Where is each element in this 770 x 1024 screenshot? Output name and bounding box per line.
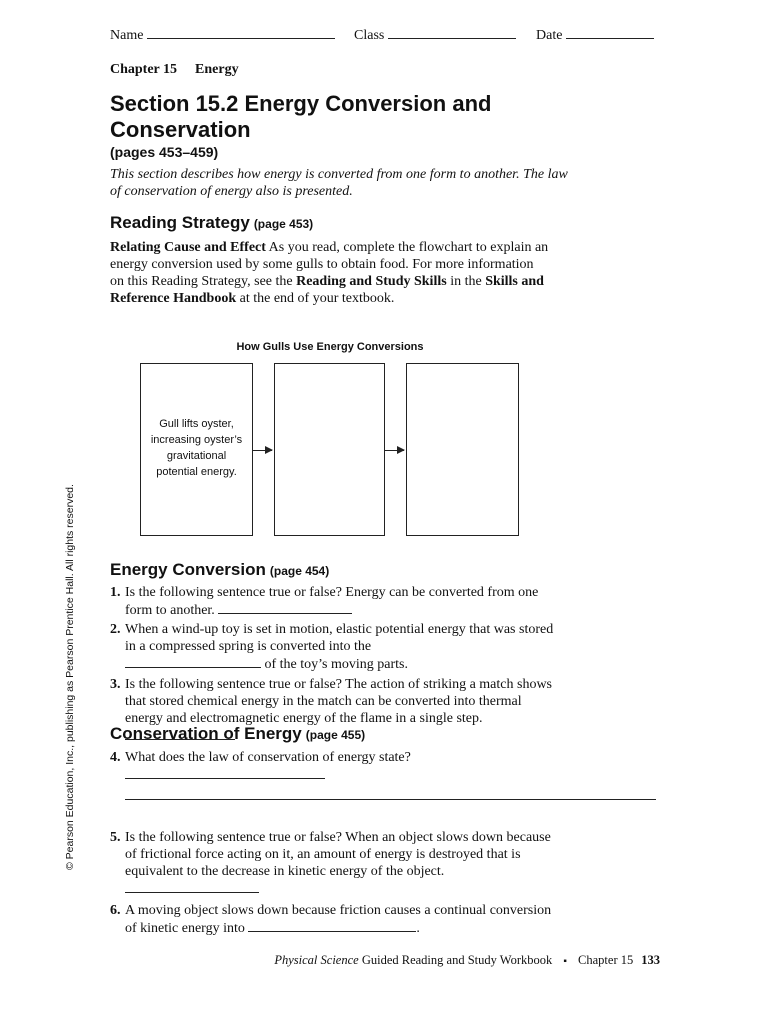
answer-line[interactable] xyxy=(125,784,656,800)
answer-blank[interactable] xyxy=(248,919,416,932)
question-3: 3. Is the following sentence true or false? The action of striking a match shows that stored chemical energy in the match can be converted into thermal energy and electromagnetic energy of the flame in a single step. xyxy=(110,676,560,744)
date-field: Date xyxy=(536,28,654,44)
page-footer: Physical Science Guided Reading and Study Workbook ▪ Chapter 15 133 xyxy=(274,953,660,967)
class-blank[interactable] xyxy=(388,38,516,39)
name-blank[interactable] xyxy=(147,38,335,39)
arrow-right-icon xyxy=(385,450,404,451)
question-1: 1. Is the following sentence true or false? Energy can be converted from one form to another. xyxy=(110,585,539,618)
class-field: Class xyxy=(354,28,516,44)
answer-blank[interactable] xyxy=(125,655,261,668)
flowchart-title: How Gulls Use Energy Conversions xyxy=(236,341,424,353)
chapter-label: Chapter 15 Energy xyxy=(110,62,239,77)
question-2: 2. When a wind-up toy is set in motion, elastic potential energy that was stored in a compressed spring is converted into the of the toy’s moving parts. xyxy=(110,622,554,672)
section-title: Section 15.2 Energy Conversion and Conservation xyxy=(110,91,492,142)
question-5: 5. Is the following sentence true or false? When an object slows down because of frictional force acting on it, an amount of energy is destroyed that is equivalent to the decrease in kinetic energy of the object. xyxy=(110,829,560,897)
answer-blank[interactable] xyxy=(125,880,259,893)
reading-strategy-heading: Reading Strategy (page 453) xyxy=(110,213,314,232)
flowchart-box-3[interactable] xyxy=(406,363,519,536)
conservation-heading: Conservation of Energy (page 455) xyxy=(110,724,366,743)
date-blank[interactable] xyxy=(566,38,654,39)
flowchart-box-1 xyxy=(140,363,253,536)
question-6: 6. A moving object slows down because friction causes a continual conversion of kinetic energy into . xyxy=(110,903,552,936)
section-intro: This section describes how energy is converted from one form to another. The law of conservation of energy also is presented. xyxy=(110,167,568,199)
answer-blank[interactable] xyxy=(218,601,352,614)
arrow-right-icon xyxy=(253,450,272,451)
name-field: Name xyxy=(110,28,335,44)
energy-conversion-heading: Energy Conversion (page 454) xyxy=(110,560,330,579)
reading-strategy-text: Relating Cause and Effect As you read, complete the flowchart to explain an energy conversion used by some gulls to obtain food. For more information on this Reading Strategy, see the Reading and Study Skills in the Skills and Reference Handbook at the end of your textbook. xyxy=(110,240,549,306)
answer-blank[interactable] xyxy=(125,766,325,779)
copyright-note: © Pearson Education, Inc., publishing as Pearson Prentice Hall. All rights reserved. xyxy=(64,484,76,870)
flowchart-box-2[interactable] xyxy=(274,363,385,536)
page-number: 133 xyxy=(641,953,660,967)
flowchart-box-1-text: Gull lifts oyster, increasing oyster’s gravitational potential energy. xyxy=(150,418,243,478)
section-pages: (pages 453–459) xyxy=(110,144,219,160)
question-4: 4. What does the law of conservation of energy state? xyxy=(110,749,560,789)
